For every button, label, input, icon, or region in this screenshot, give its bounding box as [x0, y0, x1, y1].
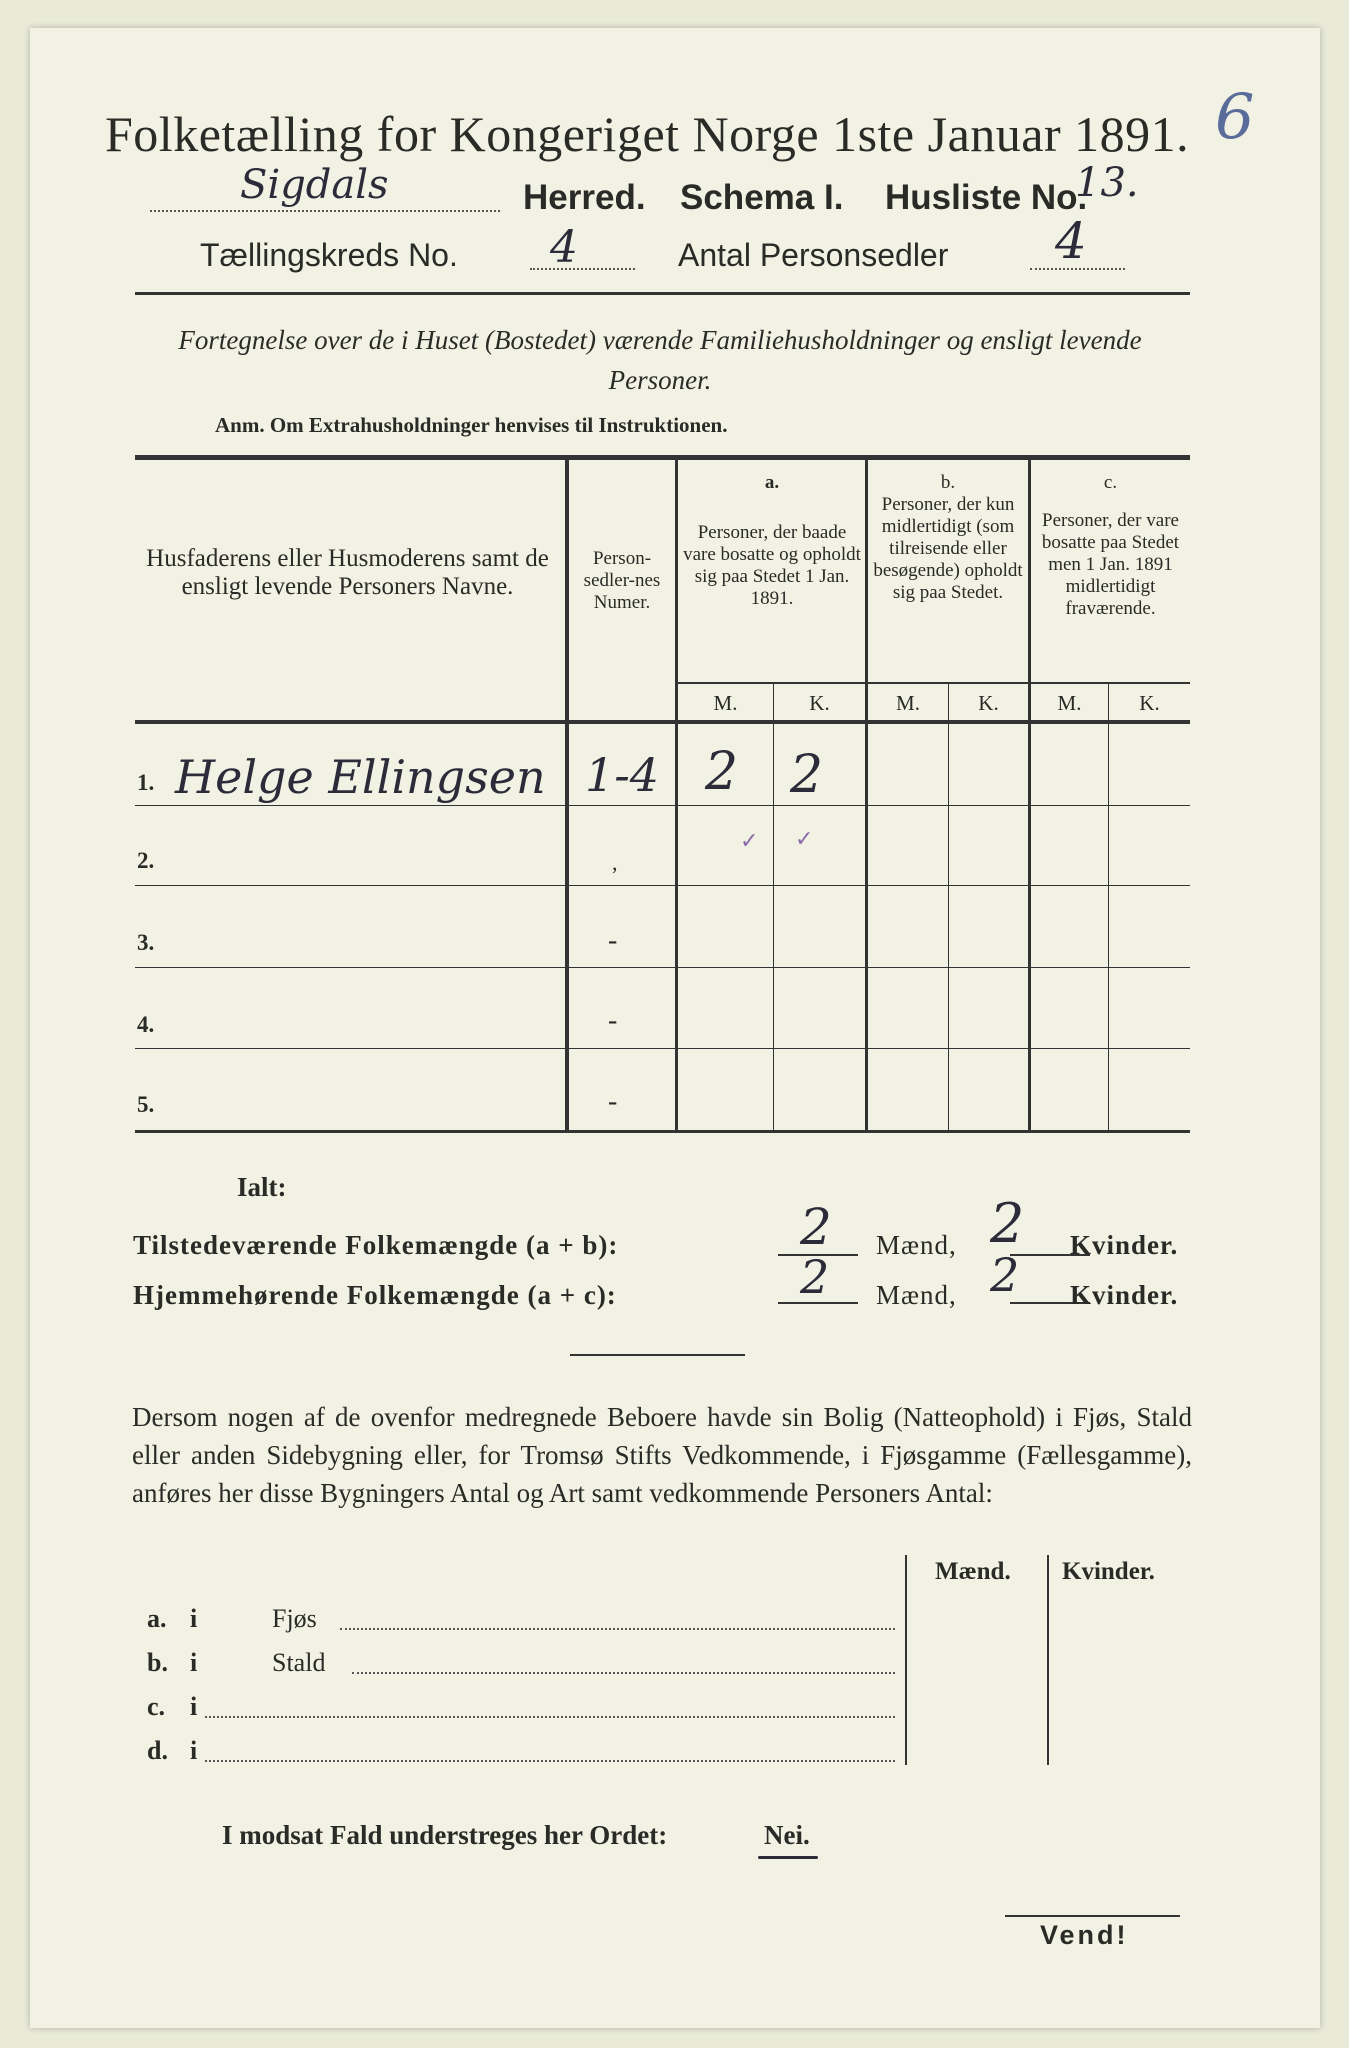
- herred-label: Herred.: [523, 178, 646, 217]
- building-dotted-line: [352, 1672, 895, 1674]
- row-line-4: [135, 1048, 1190, 1049]
- kreds-value: 4: [550, 222, 578, 273]
- table-header-rule: [135, 720, 1190, 724]
- row-number: 2.: [137, 848, 155, 873]
- col-line-b-mk: [948, 684, 949, 1130]
- section-divider: [570, 1354, 745, 1356]
- mk-header-rule: [678, 682, 1190, 684]
- antal-label: Antal Personsedler: [678, 237, 949, 273]
- building-i: i: [190, 1736, 198, 1765]
- hjemme-m-value: 2: [800, 1250, 830, 1304]
- row-line-2: [135, 885, 1190, 886]
- tick-mark-icon: ✓: [740, 828, 759, 853]
- col-line-a-mk: [773, 684, 774, 1130]
- b-m-header: M.: [896, 691, 920, 715]
- building-letter: d.: [147, 1736, 168, 1765]
- table-bottom-rule: [135, 1130, 1190, 1133]
- corner-page-mark: 6: [1215, 80, 1255, 153]
- building-dotted-line: [340, 1628, 895, 1630]
- buildings-col-line-2: [1047, 1555, 1049, 1765]
- person-name: Helge Ellingsen: [175, 750, 546, 804]
- herred-dotted-line: [150, 210, 500, 212]
- tilstede-k-value: 2: [990, 1192, 1025, 1255]
- building-label: Fjøs: [272, 1604, 317, 1633]
- col-line-a: [675, 460, 678, 1130]
- b-k-header: K.: [978, 691, 999, 715]
- vend-text: Vend!: [1040, 1920, 1129, 1950]
- row-number: 1.: [137, 770, 155, 795]
- a-k-header: K.: [809, 691, 830, 715]
- hjemme-k-value: 2: [990, 1248, 1020, 1302]
- col-header-c-letter: c.: [1103, 472, 1118, 493]
- personsedler-numer: -: [608, 925, 618, 956]
- ialt-label: Ialt:: [237, 1172, 287, 1202]
- col-header-c: Personer, der vare bosatte paa Stedet men 1 Jan. 1891 midlertidigt fraværende.: [1041, 510, 1180, 619]
- header-rule: [135, 292, 1190, 295]
- tilstede-kvinder-label: Kvinder.: [1070, 1230, 1179, 1260]
- personsedler-numer: 1-4: [585, 748, 660, 802]
- form-title: Folketælling for Kongeriget Norge 1ste Januar 1891.: [105, 106, 1190, 162]
- nei-word: Nei.: [764, 1820, 810, 1850]
- kreds-label: Tællingskreds No.: [200, 237, 458, 273]
- buildings-maend-header: Mænd.: [935, 1558, 1011, 1585]
- herred-value: Sigdals: [240, 162, 389, 208]
- hjemme-label: Hjemmehørende Folkemængde (a + c):: [133, 1280, 617, 1310]
- personsedler-numer: ,: [612, 850, 618, 875]
- col-header-a-letter: a.: [764, 472, 780, 493]
- personsedler-numer: -: [608, 1086, 618, 1117]
- row-number: 3.: [137, 930, 155, 955]
- building-letter: a.: [147, 1604, 167, 1633]
- c-m-header: M.: [1057, 691, 1082, 715]
- building-i: i: [190, 1604, 198, 1633]
- buildings-col-line-1: [905, 1555, 907, 1765]
- col-line-numer: [565, 460, 569, 1130]
- row-line-3: [135, 967, 1190, 968]
- building-dotted-line: [205, 1760, 895, 1762]
- building-i: i: [190, 1648, 198, 1677]
- a-k-value: 2: [790, 745, 824, 805]
- annotation-note: Anm. Om Extrahusholdninger henvises til Instruktionen.: [215, 413, 728, 437]
- hjemme-maend-label: Mænd,: [876, 1280, 957, 1310]
- row-line-1: [135, 805, 1190, 806]
- tilstede-label: Tilstedeværende Folkemængde (a + b):: [133, 1230, 619, 1260]
- building-letter: b.: [147, 1648, 168, 1677]
- col-header-a: Personer, der baade vare bosatte og opholdt sig paa Stedet 1 Jan. 1891.: [683, 522, 861, 609]
- instruction-paragraph: Dersom nogen af de ovenfor medregnede Beboere havde sin Bolig (Natteophold) i Fjøs, Stald eller anden Sidebygning eller, for Tromsø Stifts Vedkommende, i Fjøsgamme (Fællesgamme), anføres her disse Bygningers Antal og Art samt vedkommende Personers Antal:: [132, 1402, 1192, 1508]
- form-description: Fortegnelse over de i Huset (Bostedet) værende Familiehusholdninger og ensligt levende Personer.: [178, 325, 1142, 395]
- row-number: 4.: [137, 1012, 155, 1037]
- building-i: i: [190, 1692, 198, 1721]
- col-header-b: Personer, der kun midlertidigt (som tilreisende eller besøgende) opholdt sig paa Stedet.: [873, 494, 1023, 603]
- building-label: Stald: [272, 1648, 326, 1677]
- tilstede-m-value: 2: [800, 1198, 832, 1256]
- c-k-header: K.: [1139, 691, 1160, 715]
- hjemme-kvinder-label: Kvinder.: [1070, 1280, 1179, 1310]
- modsat-text: I modsat Fald understreges her Ordet:: [222, 1820, 668, 1850]
- tilstede-maend-label: Mænd,: [876, 1230, 957, 1260]
- a-m-header: M.: [713, 691, 738, 715]
- kreds-dotted-line: [530, 268, 635, 270]
- row-number: 5.: [137, 1092, 155, 1117]
- col-header-names: Husfaderens eller Husmoderens samt de ensligt levende Personers Navne.: [146, 545, 549, 600]
- husliste-value: 13.: [1075, 160, 1139, 206]
- tick-mark-icon: ✓: [795, 826, 814, 851]
- building-dotted-line: [205, 1716, 895, 1718]
- vend-rule: [1005, 1915, 1180, 1917]
- a-m-value: 2: [705, 742, 739, 802]
- personsedler-numer: -: [608, 1005, 618, 1036]
- table-top-rule: [135, 455, 1190, 460]
- col-header-numer: Person-sedler-nes Numer.: [583, 548, 661, 613]
- building-letter: c.: [147, 1692, 166, 1721]
- antal-value: 4: [1055, 212, 1087, 270]
- husliste-label: Husliste No.: [885, 178, 1088, 217]
- buildings-kvinder-header: Kvinder.: [1062, 1558, 1155, 1585]
- nei-underline: [758, 1856, 818, 1859]
- schema-label: Schema I.: [680, 178, 844, 217]
- col-line-c-mk: [1108, 684, 1109, 1130]
- col-header-b-letter: b.: [940, 472, 956, 493]
